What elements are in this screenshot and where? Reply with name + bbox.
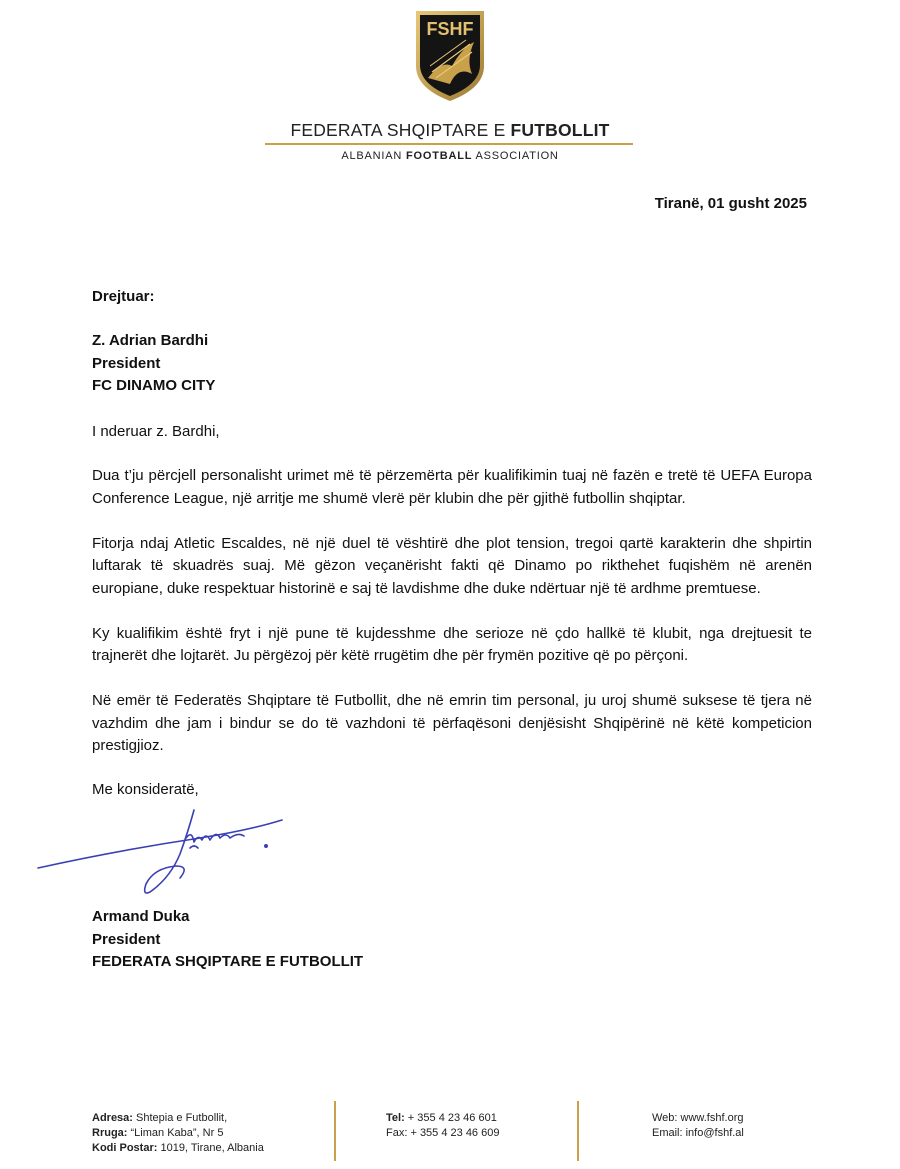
federation-name: [0, 120, 900, 141]
footer-web-link[interactable]: Web: www.fshf.org: [652, 1112, 744, 1124]
fshf-logo: [412, 8, 488, 104]
recipient-name: Z. Adrian Bardhi: [92, 332, 209, 349]
recipient-title: President: [92, 354, 161, 372]
handwritten-signature: [30, 808, 300, 900]
paragraph-3: Ky kualifikim është fryt i një pune të kujdesshme dhe serioze në çdo hallkë të klubit, nga drejtuesit te trajnerët dhe lojtarët. Ju përgëzoj për këtë rrugëtim dhe për frymën pozitive që po përçoni.: [92, 624, 812, 664]
signatory-organization: FEDERATA SHQIPTARE E FUTBOLLIT: [92, 953, 364, 970]
footer-tel: Tel: + 355 4 23 46 601: [386, 1112, 497, 1124]
addressee-label: Drejtuar:: [92, 288, 155, 305]
signature-icon: [30, 808, 300, 900]
subtitle-part2: FOOTBALL: [405, 150, 473, 162]
recipient-block: [92, 330, 215, 398]
footer-address: Adresa: Shtepia e Futbollit,: [92, 1112, 228, 1124]
paragraph-1: Dua t’ju përcjell personalisht urimet më të përzemërta për kualifikimin tuaj në fazën e tretë të UEFA Europa Conference League, një arritje me shumë vlerë për klubin dhe për gjithë futbollin shqiptar.: [92, 467, 812, 507]
footer-street: Rruga: “Liman Kaba”, Nr 5: [92, 1127, 224, 1139]
footer-fax: Fax: + 355 4 23 46 609: [386, 1127, 500, 1139]
letter-body: [92, 465, 812, 780]
subtitle-part3: ASSOCIATION: [472, 150, 559, 162]
federation-name-part1: FEDERATA SHQIPTARE E: [290, 120, 511, 140]
paragraph-4: Në emër të Federatës Shqiptare të Futbollit, dhe në emrin tim personal, ju uroj shumë suksese të tjera në vazhdim dhe jam i bindur se do të vazhdoni të përfaqësoni denjësisht Shqipërinë në këtë kompeticion prestigjioz.: [92, 692, 812, 754]
header-divider: [265, 143, 633, 145]
signatory-name: Armand Duka: [92, 908, 190, 925]
footer-contact-column: [386, 1111, 499, 1141]
federation-subtitle: [0, 150, 900, 162]
footer-email-link[interactable]: Email: info@fshf.al: [652, 1127, 744, 1139]
footer-address-column: [92, 1111, 264, 1156]
federation-name-part2: FUTBOLLIT: [510, 120, 610, 140]
footer-web-column: [652, 1111, 744, 1141]
logo-text: FSHF: [426, 19, 474, 39]
recipient-organization: FC DINAMO CITY: [92, 377, 216, 394]
signatory-block: [92, 906, 363, 974]
footer-divider-1: [334, 1101, 336, 1161]
subtitle-part1: ALBANIAN: [341, 150, 406, 162]
letterhead-footer: [0, 1098, 900, 1169]
letter-date: Tiranë, 01 gusht 2025: [654, 195, 807, 212]
footer-divider-2: [577, 1101, 579, 1161]
closing: Me konsideratë,: [92, 781, 199, 798]
signatory-title: President: [92, 930, 161, 948]
fshf-shield-icon: [412, 8, 488, 104]
paragraph-2: Fitorja ndaj Atletic Escaldes, në një duel të vështirë dhe plot tension, tregoi qartë karakterin dhe shpirtin luftarak të skuadrës suaj. Më gëzon veçanërisht fakti që Dinamo po rikthehet fuqishëm në arenën europiane, duke respektuar historinë e saj të lavdishme dhe duke ndërtuar një të ardhme premtuese.: [92, 534, 812, 597]
footer-postal: Kodi Postar: 1019, Tirane, Albania: [92, 1142, 264, 1154]
salutation: I nderuar z. Bardhi,: [92, 423, 220, 440]
